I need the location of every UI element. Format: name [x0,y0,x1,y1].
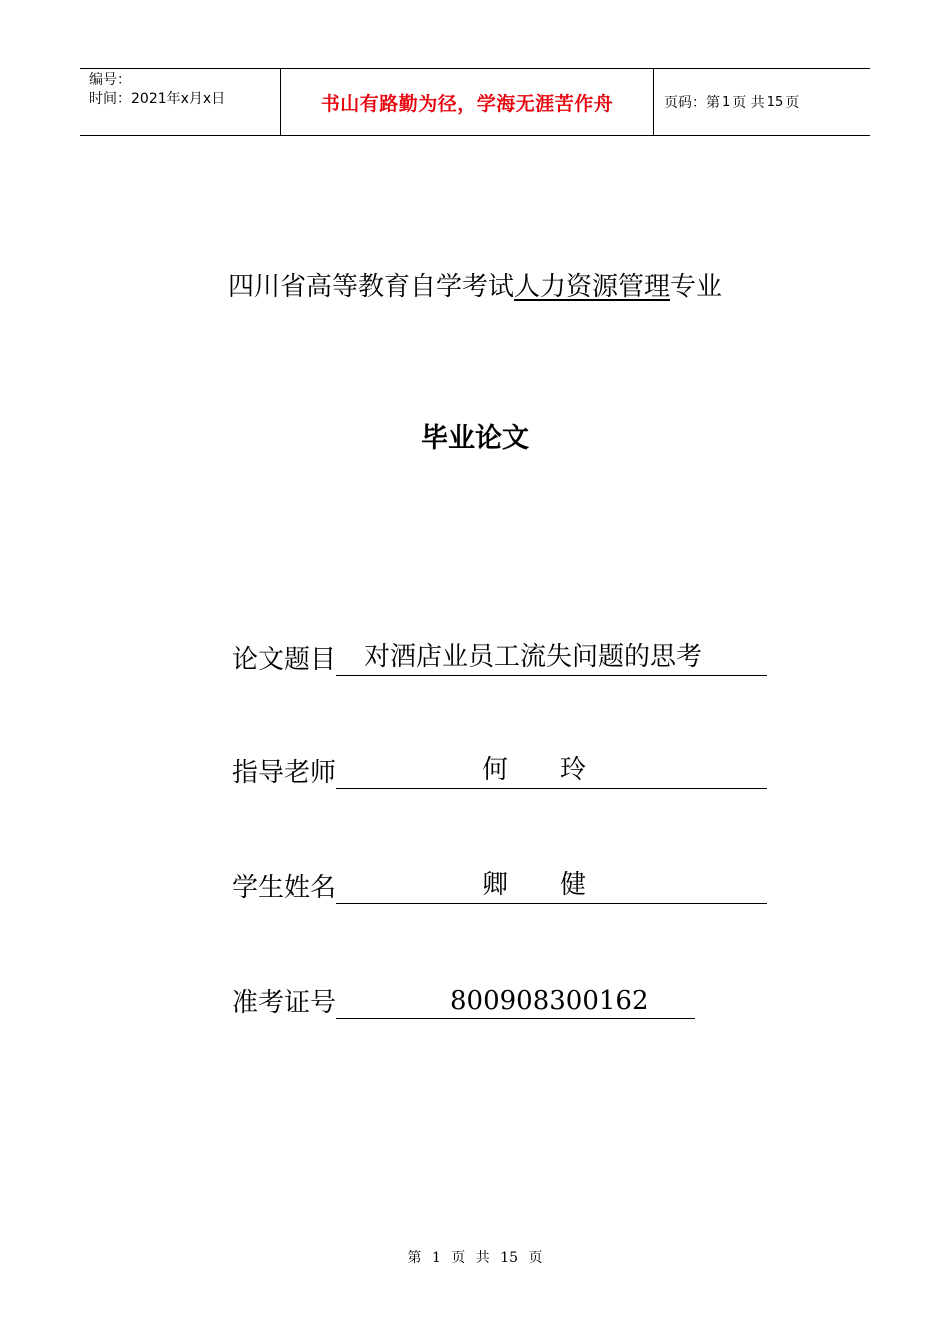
thesis-topic-underline [336,644,767,676]
major-name: 人力资源管理 [513,272,670,302]
student-name-field [232,868,767,904]
exam-title-prefix: 四川省高等教育自学考试 [227,272,514,302]
student-name-label: 学生姓名 [232,873,337,903]
advisor-value: 何 玲 [482,755,587,785]
thesis-topic-value: 对酒店业员工流失问题的思考 [364,642,703,672]
exam-id-field [232,983,695,1019]
page-footer: 第 1 页 共 15 页 [407,1250,543,1266]
page-prefix: 页码：第 [664,95,720,111]
header-page-info [654,69,870,135]
document-time-label: 时间：2021年x月x日 [89,91,226,107]
advisor-underline [336,757,767,789]
student-name-underline [336,872,767,904]
exam-title [0,266,950,303]
page-current: 1 [722,94,731,110]
document-type-title: 毕业论文 [421,423,529,454]
thesis-topic-field [232,640,767,676]
exam-id-value: 800908300162 [450,986,649,1016]
advisor-field [232,753,767,789]
page-mid: 页 共 [732,95,765,111]
document-header [80,68,870,136]
page-suffix: 页 [785,95,800,111]
header-motto: 书山有路勤为径，学海无涯苦作舟 [281,69,654,135]
page-total: 15 [766,94,784,110]
student-name-value: 卿 健 [482,870,587,900]
document-number-label: 编号： [89,72,131,88]
exam-id-underline [336,987,695,1019]
advisor-label: 指导老师 [232,758,337,788]
thesis-topic-label: 论文题目 [232,645,337,675]
exam-title-suffix: 专业 [670,272,723,302]
header-meta-cell [80,69,281,135]
exam-id-label: 准考证号 [232,988,337,1018]
